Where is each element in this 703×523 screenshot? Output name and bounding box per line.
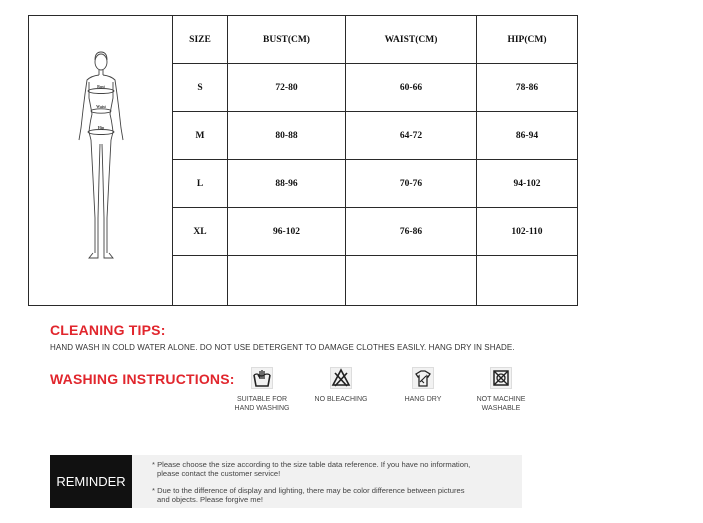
cell-waist: 76-86 <box>346 208 477 256</box>
cell-hip: 94-102 <box>477 160 578 208</box>
hang-dry-icon <box>412 367 434 389</box>
wash-item-hang-dry <box>383 367 463 404</box>
cell-size: M <box>173 112 228 160</box>
cell-waist: 60-66 <box>346 64 477 112</box>
no-bleach-icon <box>330 367 352 389</box>
figure-label-bust: Bust <box>96 84 105 89</box>
wash-caption <box>461 395 541 413</box>
figure-label-hip: Hip <box>97 125 104 130</box>
wash-item-no-bleach <box>301 367 381 404</box>
caption-line: HAND WASHING <box>234 405 290 412</box>
header-size: SIZE <box>173 16 228 64</box>
caption-line: HANG DRY <box>404 396 442 403</box>
caption-line: SUITABLE FOR <box>236 396 288 403</box>
wash-item-no-machine-wash <box>461 367 541 413</box>
body-figure-cell <box>29 16 173 306</box>
header-hip: HIP(CM) <box>477 16 578 64</box>
cell-size: XL <box>173 208 228 256</box>
empty-cell <box>228 256 346 306</box>
caption-line: NO BLEACHING <box>314 396 368 403</box>
body-measurement-figure <box>71 48 131 273</box>
note-line: * Please choose the size according to the size table data reference. If you have no information, <box>152 460 471 469</box>
washing-instructions-title: WASHING INSTRUCTIONS: <box>50 371 235 387</box>
empty-cell <box>477 256 578 306</box>
wash-item-hand-wash <box>222 367 302 413</box>
caption-line: NOT MACHINE <box>476 396 526 403</box>
wash-caption <box>301 395 381 404</box>
table-header-row <box>29 16 578 64</box>
note-line: please contact the customer service! <box>157 469 281 478</box>
wash-caption <box>383 395 463 404</box>
reminder-note-color <box>152 486 522 504</box>
cleaning-tips-text: HAND WASH IN COLD WATER ALONE. DO NOT USE DETERGENT TO DAMAGE CLOTHES EASILY. HANG DRY IN SHADE. <box>50 343 515 352</box>
caption-line: WASHABLE <box>481 405 521 412</box>
cell-bust: 96-102 <box>228 208 346 256</box>
figure-label-waist: Waist <box>95 104 106 109</box>
empty-cell <box>173 256 228 306</box>
no-machine-wash-icon <box>490 367 512 389</box>
cell-bust: 88-96 <box>228 160 346 208</box>
cell-hip: 102-110 <box>477 208 578 256</box>
header-bust: BUST(CM) <box>228 16 346 64</box>
cell-hip: 86-94 <box>477 112 578 160</box>
cell-bust: 72-80 <box>228 64 346 112</box>
cell-hip: 78-86 <box>477 64 578 112</box>
cell-size: L <box>173 160 228 208</box>
note-line: * Due to the difference of display and lighting, there may be color difference between pictures <box>152 486 465 495</box>
wash-caption <box>222 395 302 413</box>
reminder-note-size <box>152 460 522 478</box>
reminder-label-text: REMINDER <box>56 474 126 489</box>
hand-wash-icon <box>251 367 273 389</box>
cell-bust: 80-88 <box>228 112 346 160</box>
reminder-label <box>50 455 132 508</box>
cell-waist: 64-72 <box>346 112 477 160</box>
cleaning-tips-title: CLEANING TIPS: <box>50 322 166 338</box>
empty-cell <box>346 256 477 306</box>
header-waist: WAIST(CM) <box>346 16 477 64</box>
note-line: and objects. Please forgive me! <box>157 495 263 504</box>
cell-waist: 70-76 <box>346 160 477 208</box>
size-chart-table <box>28 15 578 306</box>
cell-size: S <box>173 64 228 112</box>
